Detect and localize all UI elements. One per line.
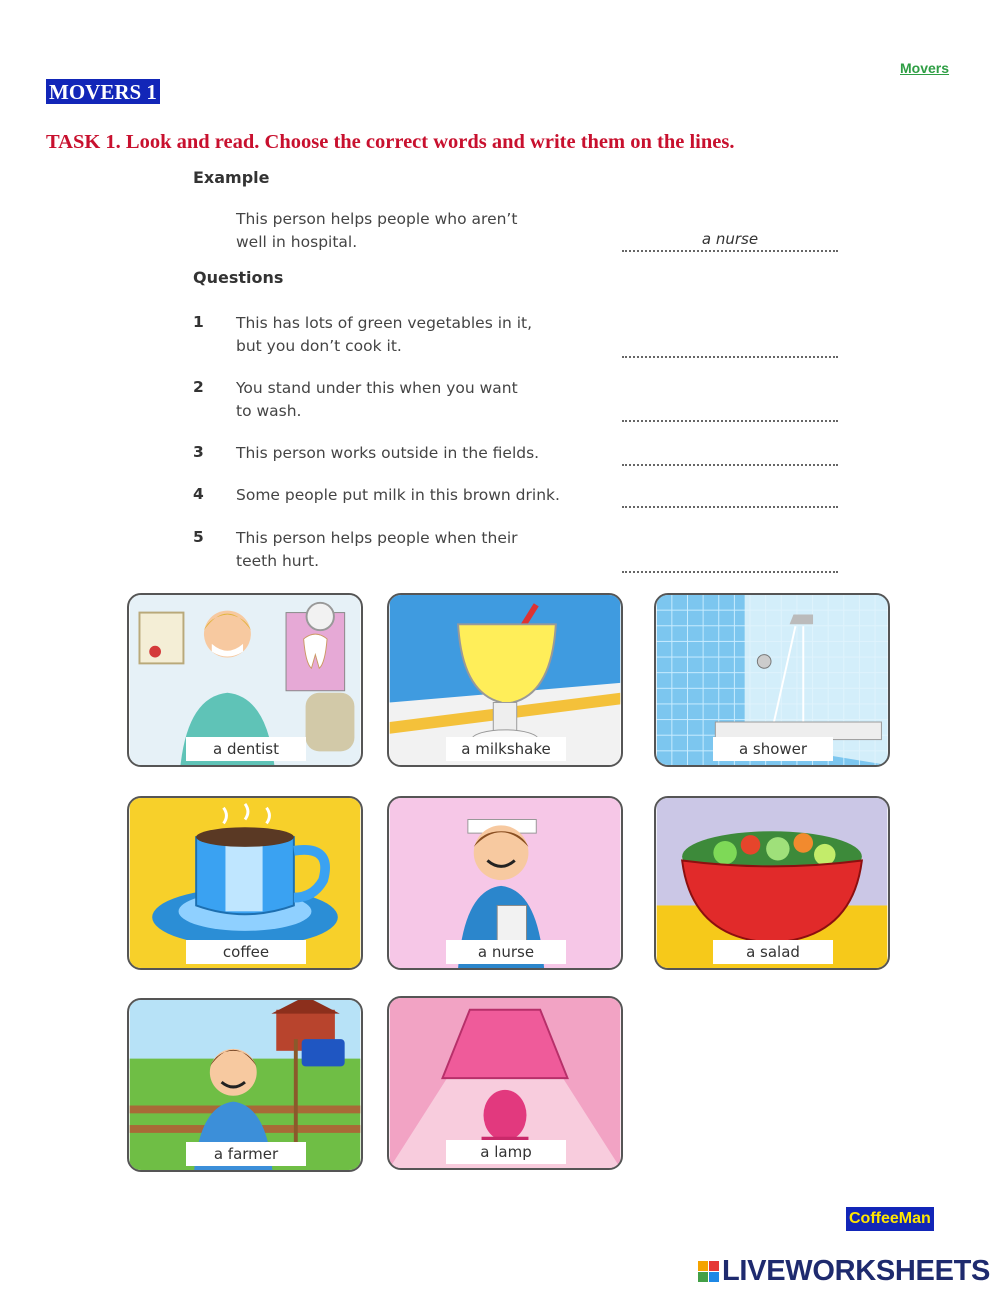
question-4-line-1: Some people put milk in this brown drink. xyxy=(236,486,560,504)
author-badge: CoffeeMan xyxy=(846,1207,934,1231)
question-5-line-2: teeth hurt. xyxy=(236,552,320,570)
example-text-line-1: This person helps people who aren’t xyxy=(236,210,518,228)
question-number-4: 4 xyxy=(193,485,204,503)
example-answer: a nurse xyxy=(622,228,838,252)
question-2-text xyxy=(236,377,616,423)
picture-card-farmer xyxy=(127,998,363,1172)
picture-label: coffee xyxy=(186,940,306,964)
picture-card-coffee xyxy=(127,796,363,970)
picture-label: a lamp xyxy=(446,1140,566,1164)
picture-label: a salad xyxy=(713,940,833,964)
question-2-line-2: to wash. xyxy=(236,402,302,420)
picture-label: a milkshake xyxy=(446,737,566,761)
question-number-1: 1 xyxy=(193,313,204,331)
liveworksheets-logo[interactable] xyxy=(698,1255,990,1288)
level-badge: MOVERS 1 xyxy=(46,79,160,104)
question-3-line-1: This person works outside in the fields. xyxy=(236,444,540,462)
movers-link[interactable]: Movers xyxy=(900,60,950,76)
question-5-text xyxy=(236,527,616,573)
answer-input-4[interactable] xyxy=(622,484,838,508)
example-heading: Example xyxy=(193,168,270,187)
question-1-text xyxy=(236,312,616,358)
question-number-5: 5 xyxy=(193,528,204,546)
question-5-line-1: This person helps people when their xyxy=(236,529,518,547)
answer-input-1[interactable] xyxy=(622,334,838,358)
logo-blocks-icon xyxy=(698,1261,719,1282)
question-number-2: 2 xyxy=(193,378,204,396)
picture-card-shower xyxy=(654,593,890,767)
questions-heading: Questions xyxy=(193,268,284,287)
picture-label: a dentist xyxy=(186,737,306,761)
example-text-line-2: well in hospital. xyxy=(236,233,358,251)
question-number-3: 3 xyxy=(193,443,204,461)
picture-card-dentist xyxy=(127,593,363,767)
picture-label: a farmer xyxy=(186,1142,306,1166)
picture-label: a nurse xyxy=(446,940,566,964)
picture-card-nurse xyxy=(387,796,623,970)
picture-card-salad xyxy=(654,796,890,970)
question-4-text xyxy=(236,484,616,507)
task-title: TASK 1. Look and read. Choose the correct words and write them on the lines. xyxy=(46,131,735,153)
question-1-line-1: This has lots of green vegetables in it, xyxy=(236,314,533,332)
answer-input-5[interactable] xyxy=(622,549,838,573)
question-3-text xyxy=(236,442,616,465)
question-1-line-2: but you don’t cook it. xyxy=(236,337,402,355)
question-2-line-1: You stand under this when you want xyxy=(236,379,518,397)
answer-input-2[interactable] xyxy=(622,398,838,422)
picture-card-lamp xyxy=(387,996,623,1170)
answer-input-3[interactable] xyxy=(622,442,838,466)
logo-wordmark: LIVEWORKSHEETS xyxy=(722,1255,991,1287)
picture-label: a shower xyxy=(713,737,833,761)
picture-card-milkshake xyxy=(387,593,623,767)
example-text xyxy=(236,208,616,254)
